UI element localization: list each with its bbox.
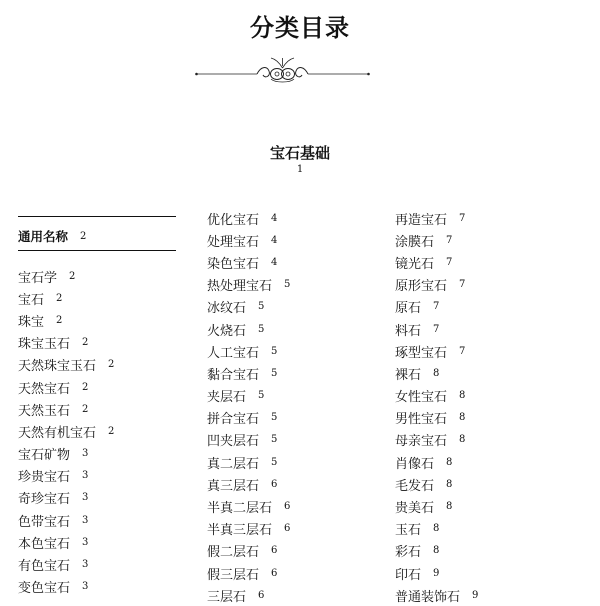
index-entry — [18, 443, 178, 465]
entry-term: 珠宝玉石 — [18, 337, 71, 353]
entry-page: 3 — [82, 559, 89, 571]
entry-term: 半真三层石 — [207, 523, 273, 539]
index-entry — [207, 429, 377, 451]
index-entry — [207, 473, 377, 495]
entry-term: 拼合宝石 — [207, 412, 260, 428]
entry-page: 5 — [271, 456, 278, 468]
index-entry — [18, 354, 178, 376]
index-entry — [18, 531, 178, 553]
ornament-divider-icon — [195, 52, 370, 86]
entry-term: 人工宝石 — [207, 345, 260, 361]
index-entry — [207, 274, 377, 296]
index-entry — [18, 576, 178, 598]
entry-term: 火烧石 — [207, 323, 247, 339]
index-entry — [207, 207, 377, 229]
index-entry — [207, 251, 377, 273]
entry-term: 色带宝石 — [18, 514, 71, 530]
entry-page: 7 — [459, 279, 466, 291]
index-entry — [395, 362, 585, 384]
index-entry — [395, 296, 585, 318]
entry-term: 真二层石 — [207, 456, 260, 472]
entry-term: 再造宝石 — [395, 212, 448, 228]
index-entry — [395, 251, 585, 273]
section-page-number: 1 — [296, 164, 304, 175]
entry-page: 9 — [472, 589, 479, 601]
entry-term: 处理宝石 — [207, 234, 260, 250]
index-entry — [207, 451, 377, 473]
index-entry — [207, 584, 377, 606]
index-entry — [395, 584, 585, 606]
entry-term: 优化宝石 — [207, 212, 260, 228]
entry-term: 肖像石 — [395, 456, 435, 472]
entry-term: 原石 — [395, 301, 422, 317]
entry-page: 3 — [82, 514, 89, 526]
entry-term: 母亲宝石 — [395, 434, 448, 450]
index-entry — [18, 553, 178, 575]
entry-term: 三层石 — [207, 589, 247, 605]
index-entry — [395, 518, 585, 540]
entry-page: 9 — [433, 567, 440, 579]
entry-term: 镜光石 — [395, 256, 435, 272]
entry-page: 8 — [446, 478, 453, 490]
entry-term: 涂膜石 — [395, 234, 435, 250]
entry-page: 7 — [446, 256, 453, 268]
entry-term: 天然有机宝石 — [18, 425, 97, 441]
index-entry — [18, 287, 178, 309]
entry-term: 彩石 — [395, 545, 422, 561]
index-entry — [18, 509, 178, 531]
entry-page: 7 — [459, 212, 466, 224]
index-entry — [395, 407, 585, 429]
entry-page: 3 — [82, 581, 89, 593]
entry-page: 2 — [56, 314, 63, 326]
entry-term: 天然宝石 — [18, 381, 71, 397]
entry-term: 染色宝石 — [207, 256, 260, 272]
entry-term: 天然玉石 — [18, 403, 71, 419]
entry-page: 8 — [433, 367, 440, 379]
entry-term: 料石 — [395, 323, 422, 339]
entry-page: 6 — [271, 545, 278, 557]
entry-page: 7 — [459, 345, 466, 357]
index-entry — [395, 274, 585, 296]
entry-term: 毛发石 — [395, 478, 435, 494]
entry-term: 热处理宝石 — [207, 279, 273, 295]
entry-term: 半真二层石 — [207, 501, 273, 517]
entry-page: 5 — [271, 367, 278, 379]
entry-term: 女性宝石 — [395, 390, 448, 406]
entry-page: 4 — [271, 212, 278, 224]
entry-page: 8 — [459, 412, 466, 424]
entry-term: 变色宝石 — [18, 581, 71, 597]
index-entry — [395, 495, 585, 517]
entry-term: 贵美石 — [395, 501, 435, 517]
entry-page: 8 — [459, 434, 466, 446]
entry-term: 天然珠宝玉石 — [18, 359, 97, 375]
entry-term: 黏合宝石 — [207, 367, 260, 383]
index-entry — [207, 562, 377, 584]
index-entry — [395, 562, 585, 584]
index-entry — [18, 332, 178, 354]
index-entry — [395, 340, 585, 362]
entry-page: 7 — [433, 301, 440, 313]
index-entry — [207, 340, 377, 362]
entry-term: 玉石 — [395, 523, 422, 539]
divider-rule — [18, 216, 176, 217]
entry-page: 2 — [56, 292, 63, 304]
entry-term: 印石 — [395, 567, 422, 583]
index-entry — [18, 376, 178, 398]
entry-term: 珠宝 — [18, 314, 45, 330]
index-entry — [18, 398, 178, 420]
entry-page: 7 — [433, 323, 440, 335]
index-entry — [395, 229, 585, 251]
entry-term: 宝石矿物 — [18, 448, 71, 464]
index-entry — [207, 318, 377, 340]
entry-term: 凹夹层石 — [207, 434, 260, 450]
category-heading — [18, 225, 178, 247]
entry-term: 普通装饰石 — [395, 589, 461, 605]
page-title: 分类目录 — [250, 14, 350, 42]
entry-page: 3 — [82, 470, 89, 482]
entry-term: 本色宝石 — [18, 536, 71, 552]
index-entry — [395, 540, 585, 562]
index-entry — [18, 265, 178, 287]
entry-term: 假三层石 — [207, 567, 260, 583]
entry-page: 2 — [82, 403, 89, 415]
entry-page: 8 — [446, 456, 453, 468]
index-column-3 — [395, 207, 585, 606]
index-entry — [207, 229, 377, 251]
index-entry — [207, 518, 377, 540]
entry-page: 6 — [271, 567, 278, 579]
index-entry — [18, 420, 178, 442]
index-entry — [18, 465, 178, 487]
entry-term: 琢型宝石 — [395, 345, 448, 361]
index-entry — [207, 407, 377, 429]
entry-page: 2 — [82, 337, 89, 349]
index-entry — [395, 451, 585, 473]
index-entry — [207, 540, 377, 562]
entry-page: 8 — [433, 523, 440, 535]
entry-term: 奇珍宝石 — [18, 492, 71, 508]
heading-page: 2 — [80, 230, 87, 242]
index-entry — [207, 495, 377, 517]
entry-page: 5 — [284, 279, 291, 291]
index-entry — [18, 487, 178, 509]
entry-page: 3 — [82, 536, 89, 548]
index-entry — [395, 473, 585, 495]
index-entry — [207, 296, 377, 318]
entry-page: 2 — [108, 425, 115, 437]
entry-term: 真三层石 — [207, 478, 260, 494]
entry-page: 5 — [271, 412, 278, 424]
entry-term: 男性宝石 — [395, 412, 448, 428]
entry-page: 4 — [271, 256, 278, 268]
entry-list — [18, 265, 178, 598]
entry-term: 假二层石 — [207, 545, 260, 561]
entry-page: 6 — [284, 523, 291, 535]
index-entry — [207, 385, 377, 407]
entry-page: 7 — [446, 234, 453, 246]
entry-term: 夹层石 — [207, 390, 247, 406]
entry-page: 4 — [271, 234, 278, 246]
entry-page: 8 — [446, 501, 453, 513]
entry-term: 宝石 — [18, 292, 45, 308]
index-entry — [395, 318, 585, 340]
entry-page: 5 — [258, 301, 265, 313]
entry-page: 2 — [69, 270, 76, 282]
entry-term: 冰纹石 — [207, 301, 247, 317]
entry-list — [207, 207, 377, 606]
entry-term: 珍贵宝石 — [18, 470, 71, 486]
entry-term: 有色宝石 — [18, 559, 71, 575]
index-entry — [395, 385, 585, 407]
index-column-2 — [207, 207, 377, 606]
entry-page: 6 — [258, 589, 265, 601]
entry-page: 6 — [271, 478, 278, 490]
entry-page: 3 — [82, 448, 89, 460]
entry-page: 8 — [459, 390, 466, 402]
entry-page: 3 — [82, 492, 89, 504]
entry-page: 2 — [108, 359, 115, 371]
entry-page: 6 — [284, 501, 291, 513]
entry-term: 原形宝石 — [395, 279, 448, 295]
entry-term: 裸石 — [395, 367, 422, 383]
index-entry — [395, 207, 585, 229]
entry-page: 2 — [82, 381, 89, 393]
index-entry — [207, 362, 377, 384]
entry-page: 5 — [258, 323, 265, 335]
entry-page: 8 — [433, 545, 440, 557]
entry-page: 5 — [271, 345, 278, 357]
section-title: 宝石基础 — [269, 144, 330, 162]
entry-term: 宝石学 — [18, 270, 58, 286]
index-column-1 — [18, 207, 178, 598]
entry-page: 5 — [258, 390, 265, 402]
index-entry — [395, 429, 585, 451]
index-entry — [18, 309, 178, 331]
entry-list — [395, 207, 585, 606]
heading-term: 通用名称 — [18, 229, 69, 244]
entry-page: 5 — [271, 434, 278, 446]
